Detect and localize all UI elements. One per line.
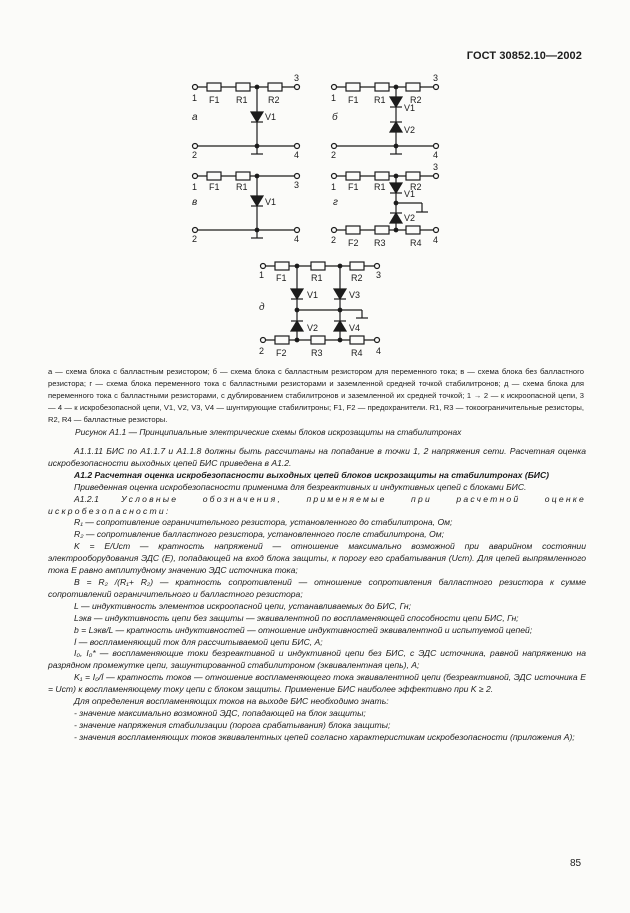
- terminal-2-label: 2: [259, 346, 265, 356]
- terminal-2-label: 2: [331, 235, 337, 245]
- section-heading-a1-2: А1.2 Расчетная оценка искробезопасности выходных цепей блоков искрозащиты на стабилитронах (БИС): [74, 469, 550, 480]
- label-r3: R3: [311, 348, 323, 358]
- variant-label-v: в: [192, 197, 198, 208]
- definition-r2: R₂ — сопротивление балластного резистора, установленного после стабилитрона, Ом;: [74, 529, 445, 540]
- label-r1: R1: [374, 95, 386, 105]
- circuit-diagrams-figure: [0, 0, 630, 360]
- definition-k1: K₁ = I₀/İ — кратность токов — отношение воспламеняющего тока эквивалентной цепи (безреактивной, ЭДС источника Е = Uст) к воспламеняющему току цепи с блоком защиты. Применение БИС наиболее эффективно при K ≥ 2.: [48, 672, 586, 695]
- paragraph-requirements: Для определения воспламеняющих токов на выходе БИС необходимо знать:: [74, 696, 389, 707]
- label-r1: R1: [236, 95, 248, 105]
- label-r2: R2: [351, 273, 363, 283]
- definition-l-equiv: Lэкв — индуктивность цепи без защиты — эквивалентной по воспламеняющей способности цепи БИС, Гн;: [74, 612, 519, 623]
- terminal-4-label: 4: [294, 150, 300, 160]
- body-text: [48, 446, 586, 744]
- clause-heading: Условные обозначения, применяемые при расчетной оценке искробезопасности:: [48, 493, 587, 516]
- definition-i: İ — воспламеняющий ток для рассчитываемой цепи БИС, А;: [74, 636, 323, 647]
- definition-k: K = E/Uст — кратность напряжений — отношение максимально возможной при аварийном состоянии электрооборудования ЭДС (Е), попадающей на вход блока защиты, к порогу его срабатывания (Uст). Для цепей выпрямленного тока Е равно амплитудному значению ЭДС источника тока;: [48, 541, 586, 576]
- definition-i0: I₀, I₀* — воспламеняющие токи безреактивной и индуктивной цепи без БИС, с ЭДС источника, равной напряжению на разрядном промежутке цепи, зашунтированной стабилитроном (эквивалентная цепь), А;: [48, 648, 586, 671]
- circuit-a: [193, 83, 300, 154]
- label-r2: R2: [410, 182, 422, 192]
- label-f1: F1: [276, 273, 287, 283]
- terminal-3-label: 3: [294, 73, 300, 83]
- list-item: - значения воспламеняющих токов эквивалентных цепей согласно характеристикам искробезопасности (приложения А);: [74, 731, 575, 742]
- variant-label-b: б: [332, 112, 338, 123]
- paragraph-a1-1-11: А1.1.11 БИС по А1.1.7 и А1.1.8 должны быть рассчитаны на попадание в точки 1, 2 напряжения сети. Расчетная оценка искробезопасности выходных цепей БИС приведена в А1.2.: [48, 446, 586, 468]
- terminal-4-label: 4: [294, 234, 300, 244]
- terminal-3-label: 3: [294, 180, 300, 190]
- definition-b: B = R₂ /(R₁+ R₂) — кратность сопротивлений — отношение сопротивления балластного резистора к сумме сопротивлений ограничительного и балластного резистора;: [48, 576, 586, 599]
- label-r1: R1: [236, 182, 248, 192]
- label-v2: V2: [307, 323, 319, 333]
- label-f1: F1: [348, 182, 359, 192]
- terminal-2-label: 2: [192, 234, 198, 244]
- variant-label-d: д: [259, 302, 265, 313]
- label-v1: V1: [404, 189, 416, 199]
- definition-r1: R₁ — сопротивление ограничительного резистора, установленного до стабилитрона, Ом;: [74, 517, 453, 528]
- label-r4: R4: [410, 238, 422, 248]
- terminal-4-label: 4: [433, 150, 439, 160]
- label-v2: V2: [404, 213, 416, 223]
- list-item: - значение напряжения стабилизации (порога срабатывания) блока защиты;: [74, 719, 391, 730]
- terminal-1-label: 1: [192, 182, 198, 192]
- circuit-b: [332, 83, 439, 154]
- terminal-3-label: 3: [433, 73, 439, 83]
- terminal-1-label: 1: [331, 182, 337, 192]
- paragraph-a1-2-1: [48, 494, 586, 518]
- terminal-2-label: 2: [331, 150, 337, 160]
- list-item: - значение максимально возможной ЭДС, попадающей на блок защиты;: [74, 707, 366, 718]
- label-v1: V1: [265, 197, 277, 207]
- label-f1: F1: [348, 95, 359, 105]
- label-r4: R4: [351, 348, 363, 358]
- page-number: 85: [570, 858, 582, 869]
- label-f2: F2: [348, 238, 359, 248]
- label-r1: R1: [374, 182, 386, 192]
- terminal-1-label: 1: [259, 270, 265, 280]
- variant-label-a: а: [192, 112, 198, 123]
- terminal-2-label: 2: [192, 150, 198, 160]
- label-r3: R3: [374, 238, 386, 248]
- label-f1: F1: [209, 182, 220, 192]
- definition-l: L — индуктивность элементов искроопасной цепи, устанавливаемых до БИС, Гн;: [74, 600, 411, 611]
- clause-number: А1.2.1: [74, 493, 99, 504]
- figure-legend: а — схема блока с балластным резистором; б — схема блока с балластным резистором для переменного тока; в — схема блока без балластного резистора; г — схема блока переменного тока с балластными резисторами и заземленной средней точкой стабилитронов; д — схема блока для переменного тока с балластными резисторами, с дублированием стабилитронов и заземленной их средней точкой; 1 → 2 — к искроопасной цепи, 3 — 4 — к искробезопасной цепи, V1, V2, V3, V4 — шунтирующие стабилитроны; F1, F2 — предохранители. R1, R3 — токоограничительные резисторы, R2, R4 — балластные резисторы.: [48, 367, 584, 424]
- terminal-4-label: 4: [433, 235, 439, 245]
- figure-title: Рисунок А1.1 — Принципиальные электрические схемы блоков искрозащиты на стабилитронах: [75, 427, 462, 437]
- terminal-3-label: 3: [433, 162, 439, 172]
- label-f1: F1: [209, 95, 220, 105]
- label-f2: F2: [276, 348, 287, 358]
- standard-header: ГОСТ 30852.10—2002: [466, 50, 582, 62]
- terminal-4-label: 4: [376, 346, 382, 356]
- label-v3: V3: [349, 290, 361, 300]
- label-v1: V1: [265, 112, 277, 122]
- label-r2: R2: [268, 95, 280, 105]
- variant-label-g: г: [333, 197, 338, 208]
- terminal-1-label: 1: [331, 93, 337, 103]
- terminal-3-label: 3: [376, 270, 382, 280]
- label-v2: V2: [404, 125, 416, 135]
- label-r1: R1: [311, 273, 323, 283]
- paragraph-applicability: Приведенная оценка искробезопасности применима для безреактивных и индуктивных цепей с блоками БИС.: [74, 481, 527, 492]
- label-v1: V1: [404, 103, 416, 113]
- label-v4: V4: [349, 323, 361, 333]
- label-v1: V1: [307, 290, 319, 300]
- label-r2: R2: [410, 95, 422, 105]
- terminal-1-label: 1: [192, 93, 198, 103]
- definition-b-ratio: b = Lэкв/L — кратность индуктивностей — отношение индуктивностей эквивалентной и испытуемой цепей;: [74, 624, 533, 635]
